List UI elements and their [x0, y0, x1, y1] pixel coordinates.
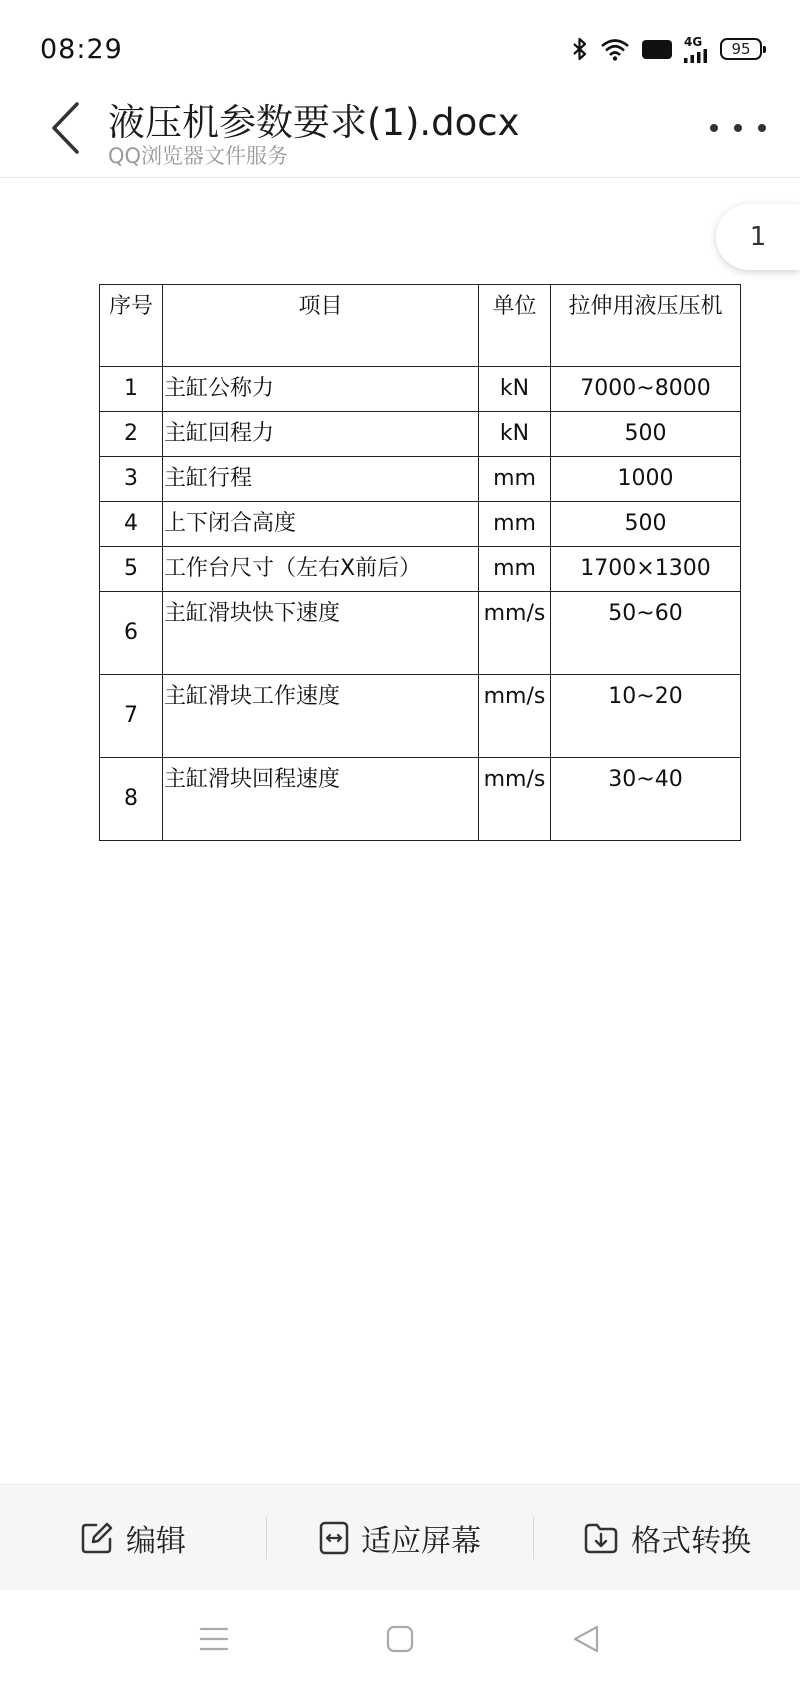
hd-icon: HD	[642, 40, 672, 59]
row-unit: mm	[479, 547, 551, 592]
row-no: 8	[100, 758, 163, 841]
format-convert-label: 格式转换	[631, 1523, 751, 1559]
row-value: 500	[551, 412, 741, 457]
fit-screen-label: 适应屏幕	[361, 1523, 481, 1559]
row-value: 10~20	[551, 675, 741, 758]
format-convert-button[interactable]	[534, 1485, 800, 1590]
dot-icon	[710, 124, 718, 132]
status-icons	[572, 34, 762, 64]
fit-screen-icon	[319, 1521, 349, 1555]
row-unit: mm/s	[479, 758, 551, 841]
row-no: 1	[100, 367, 163, 412]
home-icon	[386, 1625, 414, 1653]
dot-icon	[734, 124, 742, 132]
row-item: 主缸回程力	[163, 412, 479, 457]
table-header-row	[100, 285, 741, 367]
edit-icon	[80, 1521, 114, 1555]
row-no: 6	[100, 592, 163, 675]
row-no: 7	[100, 675, 163, 758]
edit-button[interactable]	[0, 1485, 266, 1590]
row-no: 2	[100, 412, 163, 457]
more-options-button[interactable]	[710, 108, 766, 148]
table-row	[100, 502, 741, 547]
status-bar	[0, 0, 800, 92]
row-unit: mm	[479, 502, 551, 547]
row-value: 7000~8000	[551, 367, 741, 412]
header-unit: 单位	[479, 285, 551, 367]
table-row	[100, 367, 741, 412]
table-row	[100, 547, 741, 592]
row-value: 30~40	[551, 758, 741, 841]
battery-icon: 95	[720, 38, 762, 60]
row-unit: mm/s	[479, 675, 551, 758]
row-item: 主缸滑块快下速度	[163, 592, 479, 675]
document-subtitle: QQ浏览器文件服务	[108, 144, 289, 168]
status-time: 08:29	[40, 34, 123, 65]
page-indicator[interactable]: 1	[716, 204, 800, 270]
row-unit: kN	[479, 367, 551, 412]
row-item: 主缸行程	[163, 457, 479, 502]
row-item: 主缸公称力	[163, 367, 479, 412]
bottom-toolbar	[0, 1484, 800, 1590]
header-no: 序号	[100, 285, 163, 367]
wifi-icon	[600, 37, 630, 61]
back-triangle-icon	[572, 1624, 600, 1654]
row-unit: mm/s	[479, 592, 551, 675]
header-item: 项目	[163, 285, 479, 367]
row-value: 50~60	[551, 592, 741, 675]
header-value: 拉伸用液压压机	[551, 285, 741, 367]
table-row	[100, 457, 741, 502]
menu-icon	[199, 1626, 229, 1652]
folder-download-icon	[583, 1521, 619, 1555]
system-back-button[interactable]	[568, 1621, 604, 1657]
edit-label: 编辑	[126, 1523, 186, 1559]
back-button[interactable]	[40, 98, 90, 158]
app-header	[0, 92, 800, 178]
table-row	[100, 758, 741, 841]
document-title: 液压机参数要求(1).docx	[108, 101, 520, 144]
parameter-table	[99, 284, 741, 841]
home-button[interactable]	[382, 1621, 418, 1657]
row-item: 上下闭合高度	[163, 502, 479, 547]
bluetooth-icon	[572, 37, 588, 61]
row-item: 主缸滑块回程速度	[163, 758, 479, 841]
table-row	[100, 592, 741, 675]
system-nav-bar	[0, 1590, 800, 1688]
row-value: 500	[551, 502, 741, 547]
row-item: 主缸滑块工作速度	[163, 675, 479, 758]
row-no: 4	[100, 502, 163, 547]
row-unit: mm	[479, 457, 551, 502]
row-unit: kN	[479, 412, 551, 457]
table-row	[100, 675, 741, 758]
chevron-left-icon	[49, 101, 81, 155]
signal-icon	[684, 35, 708, 63]
network-label: 4G	[684, 35, 703, 49]
dot-icon	[758, 124, 766, 132]
row-value: 1700×1300	[551, 547, 741, 592]
row-no: 5	[100, 547, 163, 592]
fit-screen-button[interactable]	[267, 1485, 533, 1590]
table-row	[100, 412, 741, 457]
row-item: 工作台尺寸（左右X前后）	[163, 547, 479, 592]
menu-button[interactable]	[196, 1621, 232, 1657]
row-no: 3	[100, 457, 163, 502]
row-value: 1000	[551, 457, 741, 502]
